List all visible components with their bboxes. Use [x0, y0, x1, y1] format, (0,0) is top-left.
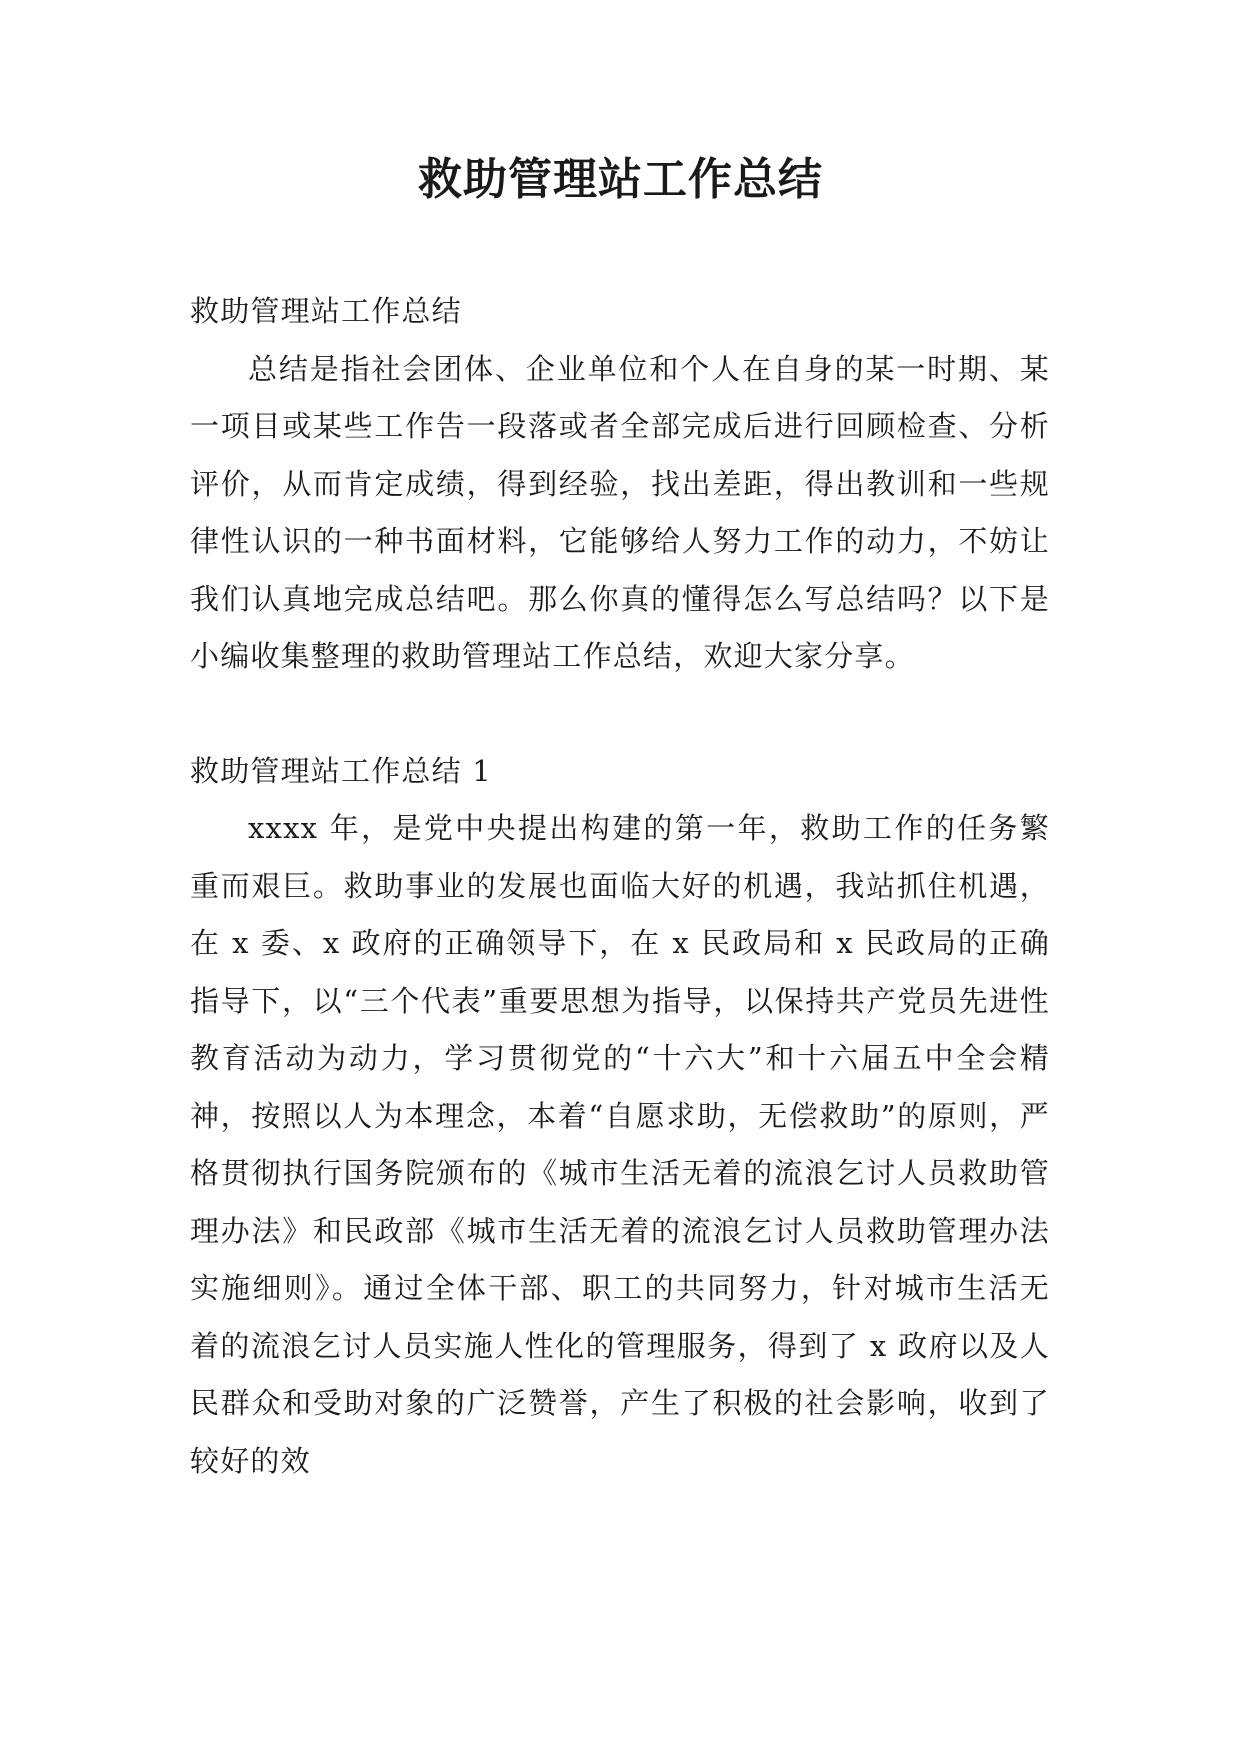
section-1-heading: 救助管理站工作总结 1 [190, 753, 492, 788]
document-title: 救助管理站工作总结 [418, 154, 823, 205]
document-body [190, 283, 1050, 1490]
intro-paragraph: 总结是指社会团体、企业单位和个人在自身的某一时期、某一项目或某些工作告一段落或者全部完成后进行回顾检查、分析评价，从而肯定成绩，得到经验，找出差距，得出教训和一些规律性认识的一种书面材料，它能够给人努力工作的动力，不妨让我们认真地完成总结吧。那么你真的懂得怎么写总结吗？以下是小编收集整理的救助管理站工作总结，欢迎大家分享。 [190, 351, 1050, 673]
section-spacer [190, 686, 1050, 743]
intro-heading: 救助管理站工作总结 [190, 294, 462, 328]
section-1-paragraph: xxxx 年，是党中央提出构建的第一年，救助工作的任务繁重而艰巨。救助事业的发展也面临大好的机遇，我站抓住机遇，在 x 委、x 政府的正确领导下，在 x 民政局和 x 民政局的正确指导下，以“三个代表”重要思想为指导，以保持共产党员先进性教育活动为动力，学习贯彻党的“十六大”和十六届五中全会精神，按照以人为本理念，本着“自愿求助，无偿救助”的原则，严格贯彻执行国务院颁布的《城市生活无着的流浪乞讨人员救助管理办法》和民政部《城市生活无着的流浪乞讨人员救助管理办法实施细则》。通过全体干部、职工的共同努力，针对城市生活无着的流浪乞讨人员实施人性化的管理服务，得到了 x 政府以及人民群众和受助对象的广泛赞誉，产生了积极的社会影响，收到了较好的效 [190, 811, 1050, 1478]
